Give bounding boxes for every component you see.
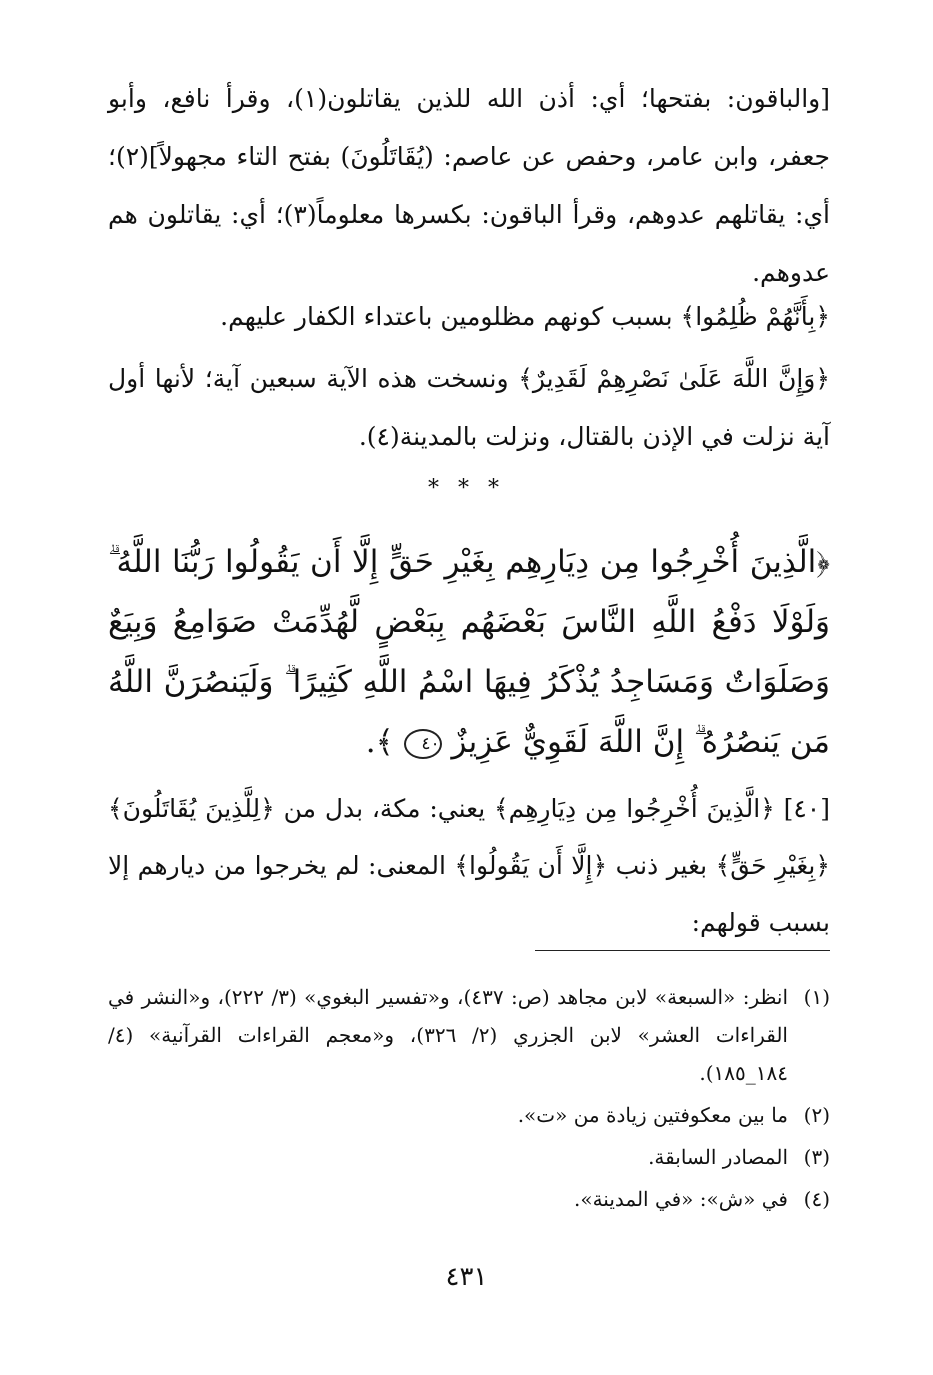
footnote-text: ما بين معكوفتين زيادة من «ت». xyxy=(517,1103,788,1127)
page-number: ٤٣١ xyxy=(445,1262,488,1292)
paragraph-readings xyxy=(108,70,830,302)
verse-explanation xyxy=(108,780,830,951)
footnote-number: (١) xyxy=(803,985,830,1009)
footnote-text: المصادر السابقة. xyxy=(648,1145,788,1169)
footnote-item xyxy=(108,978,830,1092)
paragraph-abrogation xyxy=(108,350,830,466)
verse-text: ﴿الَّذِينَ أُخْرِجُوا مِن دِيَارِهِم بِغَيْرِ حَقٍّ إِلَّا أَن يَقُولُوا رَبُّنَا اللَّهُ ۗ وَلَوْلَا دَفْعُ اللَّهِ النَّاسَ بَعْضَهُم بِبَعْضٍ لَّهُدِّمَتْ صَوَامِعُ وَبِيَعٌ وَصَلَوَاتٌ وَمَسَاجِدُ يُذْكَرُ فِيهَا اسْمُ اللَّهِ كَثِيرًا ۗ وَلَيَنصُرَنَّ اللَّهُ مَن يَنصُرُهُ ۗ إِنَّ اللَّهَ لَقَوِيٌّ عَزِيزٌ xyxy=(108,544,830,760)
footnote-number: (٤) xyxy=(803,1187,830,1211)
footnote-text: انظر: «السبعة» لابن مجاهد (ص: ٤٣٧)، و«تفسير البغوي» (٣/ ٢٢٢)، و«النشر في القراءات العشر» لابن الجزري (٢/ ٣٢٦)، و«معجم القراءات القرآنية» (٤/ ١٨٤_١٨٥). xyxy=(108,985,789,1085)
paragraph-oppressed xyxy=(108,288,830,346)
footnote-item xyxy=(108,1180,830,1218)
footnote-item xyxy=(108,1138,830,1176)
footnote-number: (٣) xyxy=(803,1145,830,1169)
ayah-number-icon: ٤٠ xyxy=(404,729,442,759)
paragraph-text: ﴿وَإِنَّ اللَّهَ عَلَىٰ نَصْرِهِمْ لَقَدِيرٌ﴾ ونسخت هذه الآية سبعين آية؛ لأنها أول آية نزلت في الإذن بالقتال، ونزلت بالمدينة(٤). xyxy=(108,364,830,451)
section-separator: * * * xyxy=(428,476,505,501)
paragraph-text: [والباقون: بفتحها؛ أي: أذن الله للذين يقاتلون(١)، وقرأ نافع، وأبو جعفر، وابن عامر، وحفص عن عاصم: (يُقَاتَلُونَ) بفتح التاء مجهولاً](٢)؛ أي: يقاتلهم عدوهم، وقرأ الباقون: بكسرها معلوماً(٣)؛ أي: يقاتلون هم عدوهم. xyxy=(108,84,831,287)
footnotes xyxy=(108,978,830,1222)
footnote-item xyxy=(108,1096,830,1134)
paragraph-text: ﴿بِأَنَّهُمْ ظُلِمُوا﴾ بسبب كونهم مظلومين باعتداء الكفار عليهم. xyxy=(220,302,830,331)
footnote-text: في «ش»: «في المدينة». xyxy=(573,1187,788,1211)
verse-closing: ﴾. xyxy=(365,724,394,760)
explanation-text: [٤٠] ﴿الَّذِينَ أُخْرِجُوا مِن دِيَارِهِم﴾ يعني: مكة، بدل من ﴿لِلَّذِينَ يُقَاتَلُونَ﴾ ﴿بِغَيْرِ حَقٍّ﴾ بغير ذنب ﴿إِلَّا أَن يَقُولُوا﴾ المعنى: لم يخرجوا من ديارهم إلا بسبب قولهم: xyxy=(108,794,830,937)
footnote-divider xyxy=(535,950,830,951)
footnote-number: (٢) xyxy=(803,1103,830,1127)
quran-verse xyxy=(108,532,830,772)
